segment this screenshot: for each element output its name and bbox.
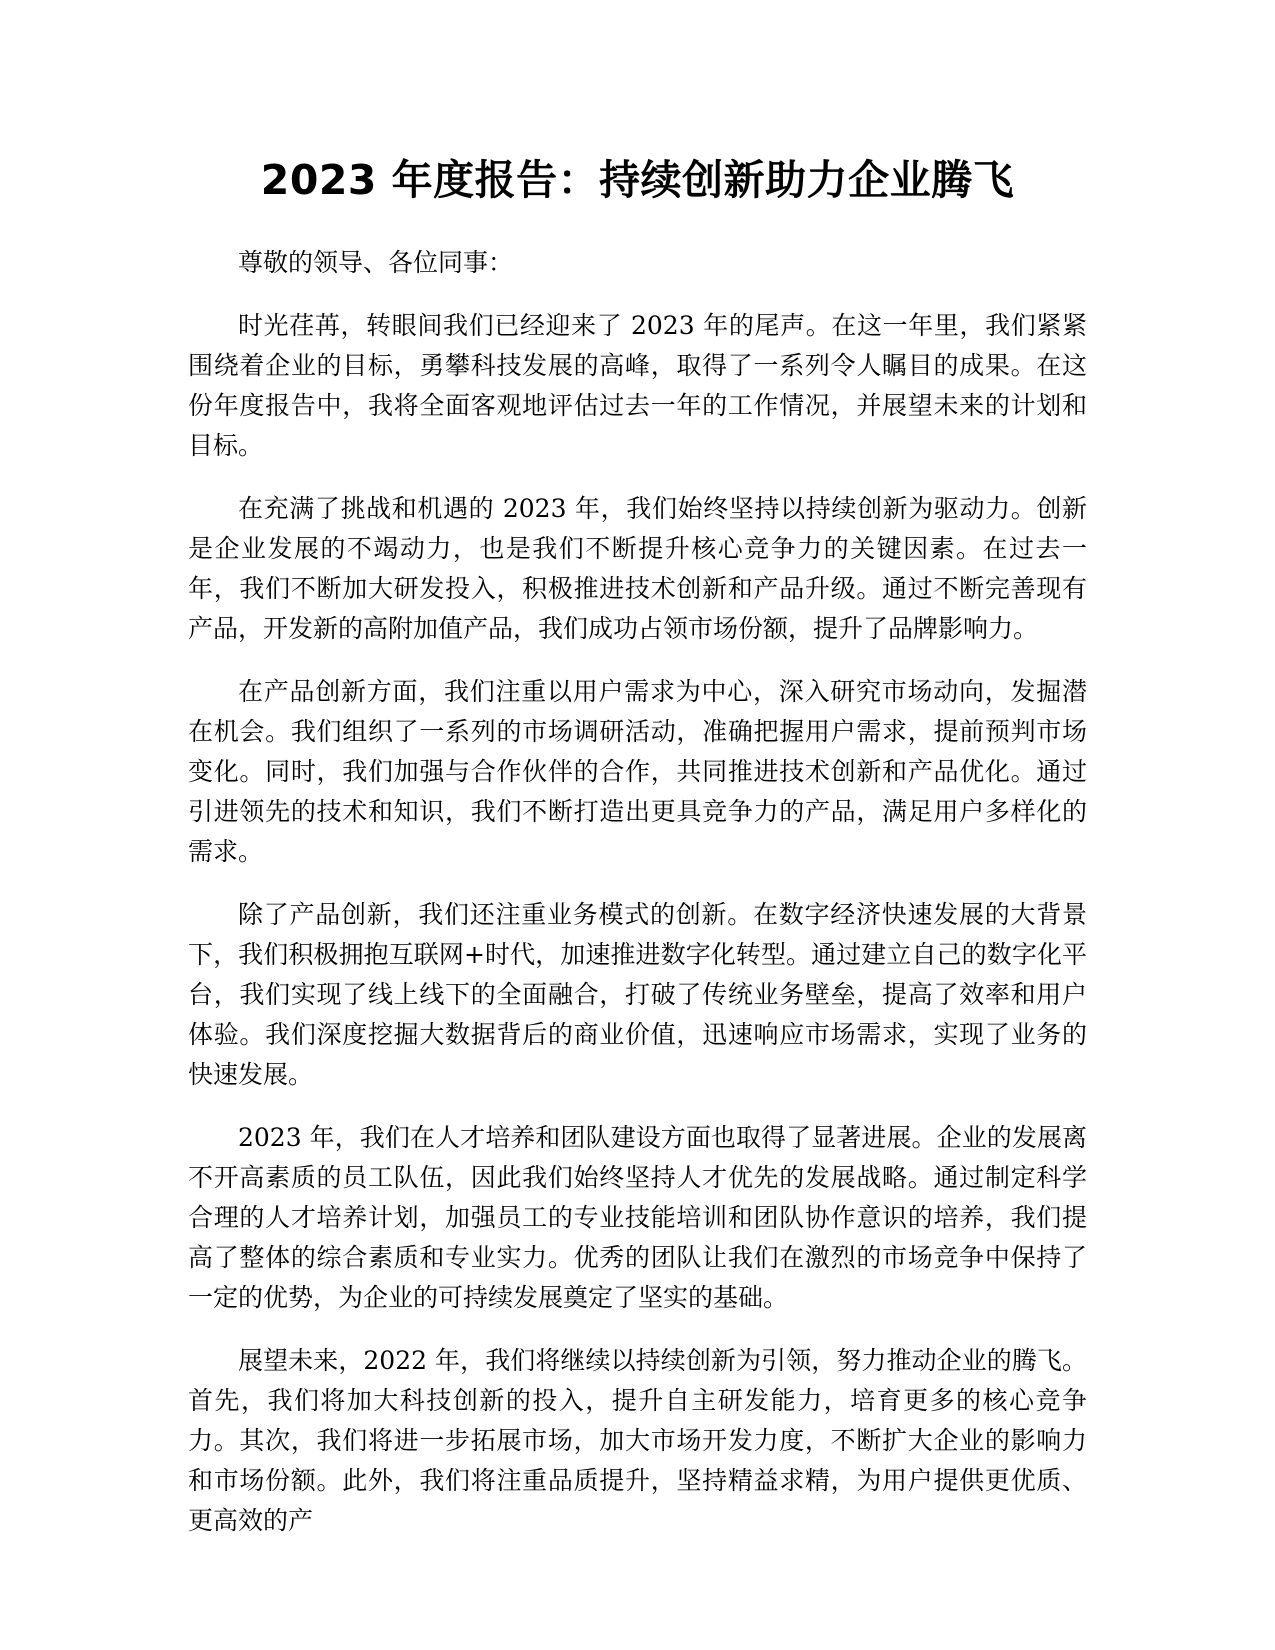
body-paragraph: 2023 年，我们在人才培养和团队建设方面也取得了显著进展。企业的发展离不开高素质的员工队伍，因此我们始终坚持人才优先的发展战略。通过制定科学合理的人才培养计划，加强员工的专业技能培训和团队协作意识的培养，我们提高了整体的综合素质和专业实力。优秀的团队让我们在激烈的市场竞争中保持了一定的优势，为企业的可持续发展奠定了坚实的基础。 bbox=[188, 1123, 1087, 1312]
salutation-paragraph: 尊敬的领导、各位同事： bbox=[238, 248, 514, 277]
body-paragraph: 除了产品创新，我们还注重业务模式的创新。在数字经济快速发展的大背景下，我们积极拥抱互联网+时代，加速推进数字化转型。通过建立自己的数字化平台，我们实现了线上线下的全面融合，打破了传统业务壁垒，提高了效率和用户体验。我们深度挖掘大数据背后的商业价值，迅速响应市场需求，实现了业务的快速发展。 bbox=[188, 900, 1087, 1089]
body-paragraph: 在产品创新方面，我们注重以用户需求为中心，深入研究市场动向，发掘潜在机会。我们组织了一系列的市场调研活动，准确把握用户需求，提前预判市场变化。同时，我们加强与合作伙伴的合作，共同推进技术创新和产品优化。通过引进领先的技术和知识，我们不断打造出更具竞争力的产品，满足用户多样化的需求。 bbox=[188, 677, 1087, 866]
body-paragraph: 展望未来，2022 年，我们将继续以持续创新为引领，努力推动企业的腾飞。首先，我们将加大科技创新的投入，提升自主研发能力，培育更多的核心竞争力。其次，我们将进一步拓展市场，加大市场开发力度，不断扩大企业的影响力和市场份额。此外，我们将注重品质提升，坚持精益求精，为用户提供更优质、更高效的产 bbox=[188, 1346, 1087, 1535]
body-paragraph: 时光荏苒，转眼间我们已经迎来了 2023 年的尾声。在这一年里，我们紧紧围绕着企业的目标，勇攀科技发展的高峰，取得了一系列令人瞩目的成果。在这份年度报告中，我将全面客观地评估过去一年的工作情况，并展望未来的计划和目标。 bbox=[188, 311, 1087, 460]
document-body bbox=[188, 243, 1087, 1564]
body-paragraph: 在充满了挑战和机遇的 2023 年，我们始终坚持以持续创新为驱动力。创新是企业发展的不竭动力，也是我们不断提升核心竞争力的关键因素。在过去一年，我们不断加大研发投入，积极推进技术创新和产品升级。通过不断完善现有产品，开发新的高附加值产品，我们成功占领市场份额，提升了品牌影响力。 bbox=[188, 494, 1087, 643]
document-title: 2023 年度报告：持续创新助力企业腾飞 bbox=[260, 156, 1015, 204]
